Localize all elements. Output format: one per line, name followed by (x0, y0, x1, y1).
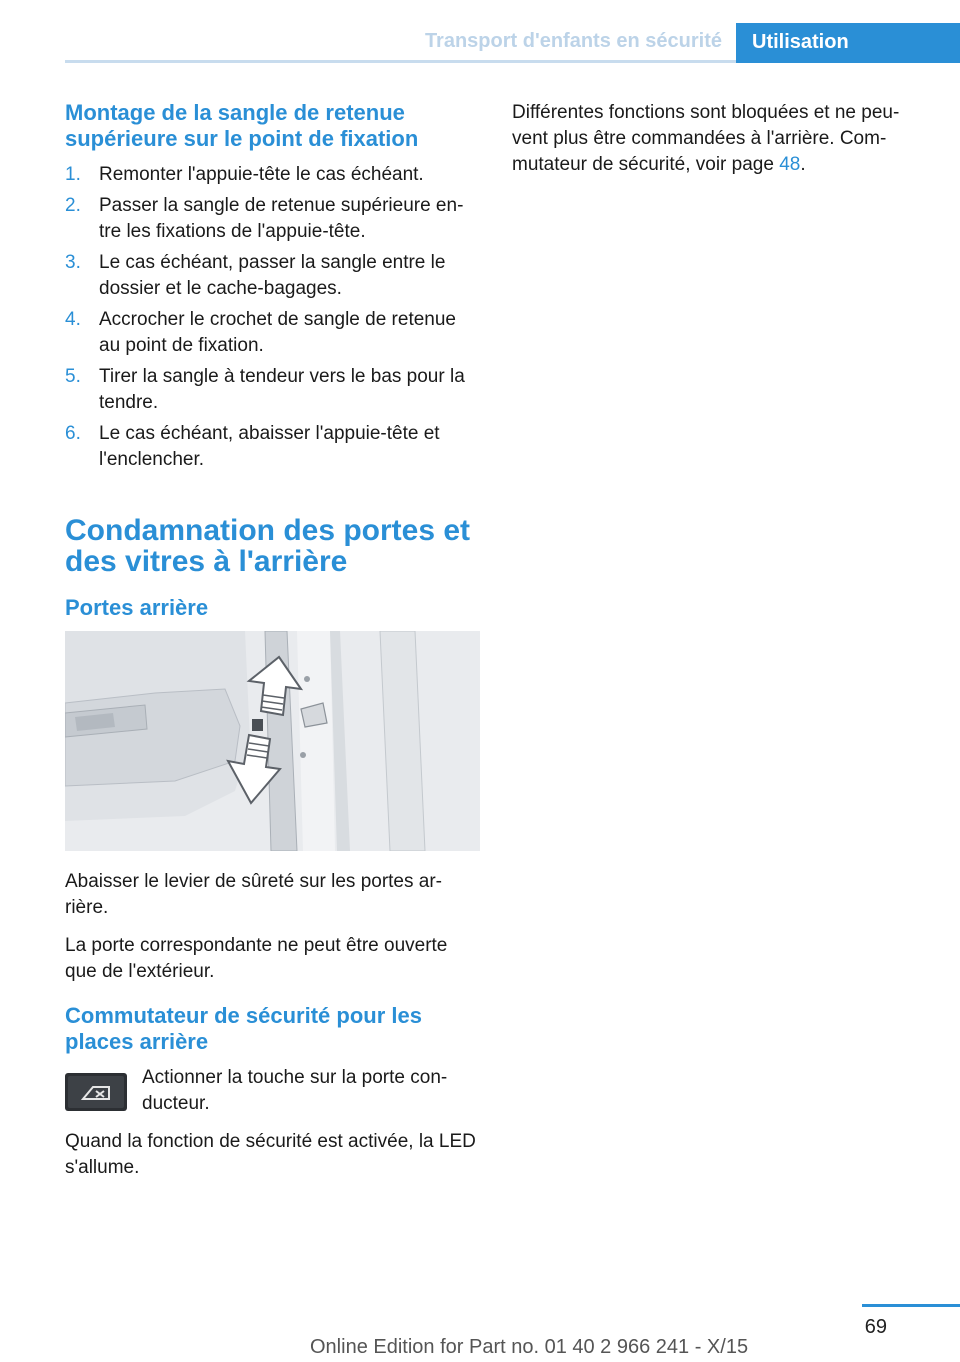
header-section-title: Transport d'enfants en sécurité (424, 30, 722, 52)
header-rule (65, 60, 736, 63)
mount-steps-list (65, 162, 480, 473)
mount-heading: Montage de la sangle de retenue supérieure sur le point de fixation (65, 100, 419, 151)
step-item (65, 193, 480, 245)
step-item (65, 421, 480, 473)
safety-switch-row (65, 1065, 480, 1121)
step-number: 2. (65, 195, 81, 216)
page-number: 69 (864, 1316, 887, 1338)
page-reference-link[interactable]: 48 (779, 154, 801, 175)
right-column (512, 100, 932, 190)
step-text: Le cas échéant, passer la sangle entre le dossier et le cache-bagages. (99, 252, 446, 299)
window-lock-button-icon (65, 1073, 127, 1111)
blocked-functions-text-start: Différentes fonctions sont bloquées et ne peu‐vent plus être commandées à l'arrière. Com‐mutateur de sécurité, voir page (512, 102, 900, 175)
header-chapter-tab[interactable]: Utilisation (736, 23, 960, 63)
blocked-functions-text (512, 100, 932, 178)
section-heading: Condamnation des portes et des vitres à l'arrière (65, 514, 471, 578)
step-number: 6. (65, 423, 81, 444)
blocked-functions-text-end: . (800, 154, 806, 175)
step-item (65, 162, 480, 188)
step-text: Passer la sangle de retenue supérieure en‐tre les fixations de l'appuie-tête. (99, 195, 464, 242)
step-item (65, 250, 480, 302)
safety-switch-note: Quand la fonction de sécurité est activée, la LED s'allume. (65, 1131, 476, 1178)
step-text: Accrocher le crochet de sangle de retenue au point de fixation. (99, 309, 456, 356)
step-number: 5. (65, 366, 81, 387)
safety-switch-action: Actionner la touche sur la porte con‐ducteur. (142, 1067, 448, 1114)
step-number: 4. (65, 309, 81, 330)
rear-doors-note: La porte correspondante ne peut être ouverte que de l'extérieur. (65, 935, 448, 982)
step-text: Tirer la sangle à tendeur vers le bas pour la tendre. (99, 366, 465, 413)
door-lever-illustration (65, 631, 480, 851)
footer-edition: Online Edition for Part no. 01 40 2 966 241 - X/15 (310, 1336, 749, 1358)
rear-doors-heading: Portes arrière (65, 595, 209, 620)
step-number: 1. (65, 164, 81, 185)
step-item (65, 307, 480, 359)
step-text: Remonter l'appuie-tête le cas échéant. (99, 164, 424, 185)
footer-rule (862, 1304, 960, 1307)
step-number: 3. (65, 252, 81, 273)
step-item (65, 364, 480, 416)
step-text: Le cas échéant, abaisser l'appuie-tête et l'enclencher. (99, 423, 440, 470)
rear-doors-instruction: Abaisser le levier de sûreté sur les portes ar‐rière. (65, 871, 442, 918)
left-column (65, 100, 480, 1193)
safety-switch-heading: Commutateur de sécurité pour les places arrière (65, 1003, 422, 1054)
